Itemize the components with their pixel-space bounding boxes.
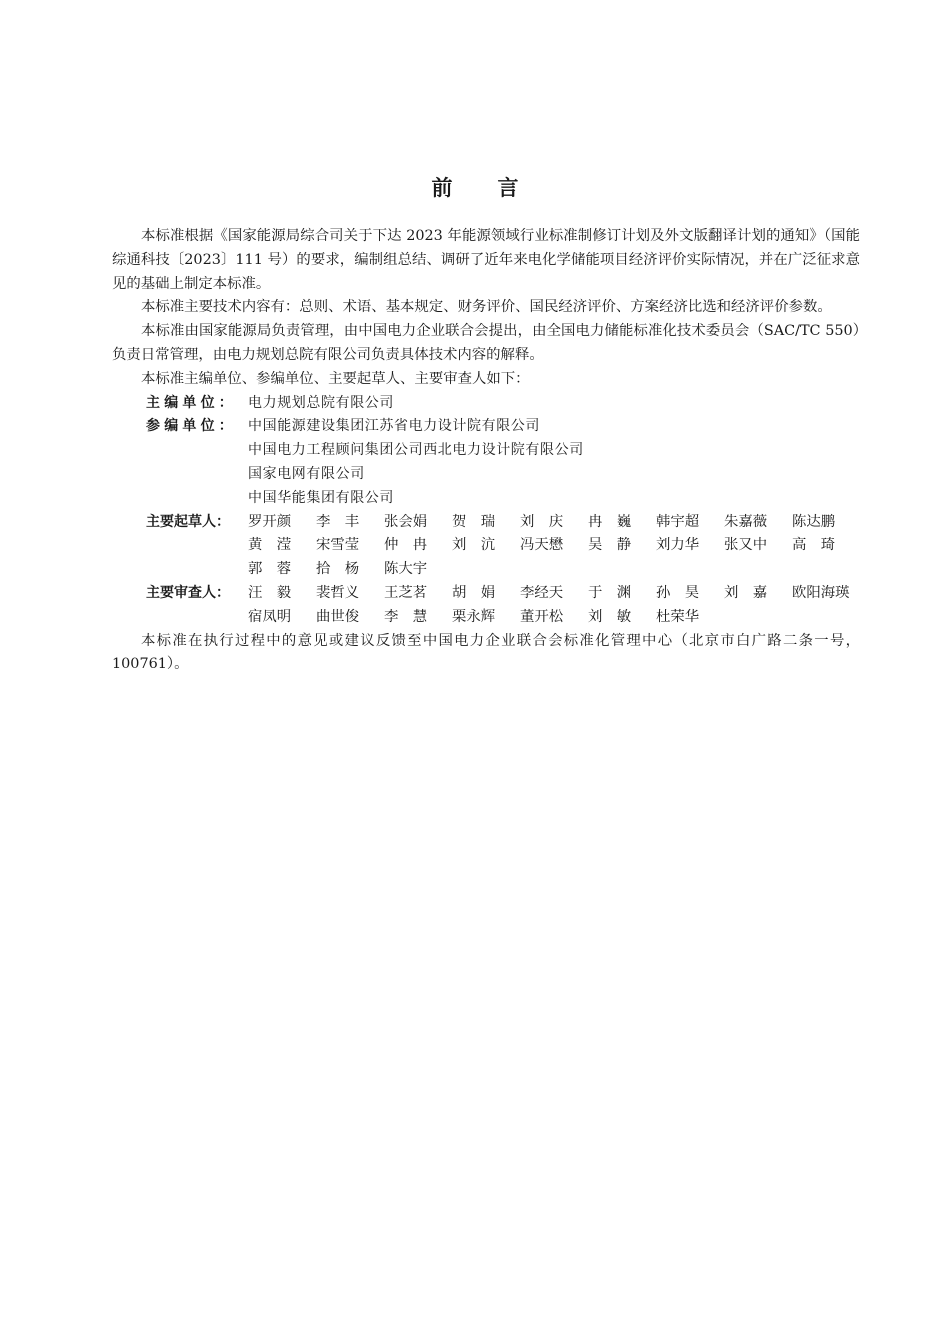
participating-org: 中国能源建设集团江苏省电力设计院有限公司 bbox=[248, 418, 540, 435]
drafter-name: 吴 静 bbox=[588, 537, 632, 554]
preface-body bbox=[112, 225, 860, 677]
reviewer-name: 李经天 bbox=[520, 584, 564, 601]
drafter-name: 冯天懋 bbox=[520, 537, 564, 554]
drafter-name: 朱嘉薇 bbox=[724, 513, 768, 530]
drafter-name: 刘 庆 bbox=[520, 513, 564, 530]
participating-org: 国家电网有限公司 bbox=[248, 465, 365, 482]
paragraph-management: 本标准由国家能源局负责管理，由中国电力企业联合会提出，由全国电力储能标准化技术委员会（SAC/TC 550）负责日常管理，由电力规划总院有限公司负责具体技术内容的解释。 bbox=[112, 323, 860, 363]
reviewers-label: 主要审查人： bbox=[146, 584, 230, 601]
drafters-list bbox=[248, 511, 860, 582]
reviewer-name: 汪 毅 bbox=[248, 584, 292, 601]
chief-editor-row bbox=[146, 392, 860, 416]
participating-org: 中国华能集团有限公司 bbox=[248, 489, 394, 506]
reviewer-name: 刘 敏 bbox=[588, 608, 632, 625]
reviewers-list bbox=[248, 582, 860, 630]
drafter-name: 拾 杨 bbox=[316, 561, 360, 578]
reviewer-name: 欧阳海瑛 bbox=[792, 584, 850, 601]
reviewer-name: 杜荣华 bbox=[656, 608, 700, 625]
drafter-name: 李 丰 bbox=[316, 513, 360, 530]
reviewer-name: 于 渊 bbox=[588, 584, 632, 601]
reviewer-name: 刘 嘉 bbox=[724, 584, 768, 601]
drafter-name: 郭 蓉 bbox=[248, 561, 292, 578]
drafter-name: 刘力华 bbox=[656, 537, 700, 554]
paragraph-contents: 本标准主要技术内容有：总则、术语、基本规定、财务评价、国民经济评价、方案经济比选和经济评价参数。 bbox=[141, 299, 832, 316]
participating-editors-row bbox=[146, 415, 860, 510]
reviewer-name: 孙 昊 bbox=[656, 584, 700, 601]
drafter-name: 宋雪莹 bbox=[316, 537, 360, 554]
paragraph-units-intro: 本标准主编单位、参编单位、主要起草人、主要审查人如下： bbox=[141, 370, 530, 387]
chief-editor-org: 电力规划总院有限公司 bbox=[248, 394, 394, 411]
page-title bbox=[0, 172, 950, 202]
title-char-2: 言 bbox=[497, 176, 519, 200]
paragraph-basis: 本标准根据《国家能源局综合司关于下达 2023 年能源领域行业标准制修订计划及外文版翻译计划的通知》（国能综通科技〔2023〕111 号）的要求，编制组总结、调研了近年来电化学储能项目经济评价实际情况，并在广泛征求意见的基础上制定本标准。 bbox=[112, 228, 860, 292]
reviewer-name: 李 慧 bbox=[384, 608, 428, 625]
drafter-name: 张又中 bbox=[724, 537, 768, 554]
reviewer-name: 栗永辉 bbox=[452, 608, 496, 625]
drafter-name: 贺 瑞 bbox=[452, 513, 496, 530]
reviewer-name: 宿凤明 bbox=[248, 608, 292, 625]
drafter-name: 黄 滢 bbox=[248, 537, 292, 554]
chief-editor-label: 主编单位： bbox=[146, 394, 237, 411]
reviewers-row bbox=[146, 582, 860, 630]
drafters-label: 主要起草人： bbox=[146, 513, 230, 530]
paragraph-feedback: 本标准在执行过程中的意见或建议反馈至中国电力企业联合会标准化管理中心（北京市白广路二条一号，100761）。 bbox=[112, 632, 860, 673]
drafter-name: 张会娟 bbox=[384, 513, 428, 530]
reviewer-name: 王芝茗 bbox=[384, 584, 428, 601]
participating-org: 中国电力工程顾问集团公司西北电力设计院有限公司 bbox=[248, 442, 584, 459]
drafters-row bbox=[146, 511, 860, 582]
reviewer-name: 胡 娟 bbox=[452, 584, 496, 601]
drafter-name: 仲 冉 bbox=[384, 537, 428, 554]
participating-editors-label: 参编单位： bbox=[146, 418, 237, 435]
reviewer-name: 曲世俊 bbox=[316, 608, 360, 625]
drafter-name: 冉 巍 bbox=[588, 513, 632, 530]
drafter-name: 陈达鹏 bbox=[792, 513, 836, 530]
drafter-name: 韩宇超 bbox=[656, 513, 700, 530]
drafter-name: 刘 沆 bbox=[452, 537, 496, 554]
title-char-1: 前 bbox=[431, 176, 453, 200]
drafter-name: 罗开颜 bbox=[248, 513, 292, 530]
drafter-name: 高 琦 bbox=[792, 537, 836, 554]
reviewer-name: 裴哲义 bbox=[316, 584, 360, 601]
drafter-name: 陈大宇 bbox=[384, 561, 428, 578]
reviewer-name: 董开松 bbox=[520, 608, 564, 625]
